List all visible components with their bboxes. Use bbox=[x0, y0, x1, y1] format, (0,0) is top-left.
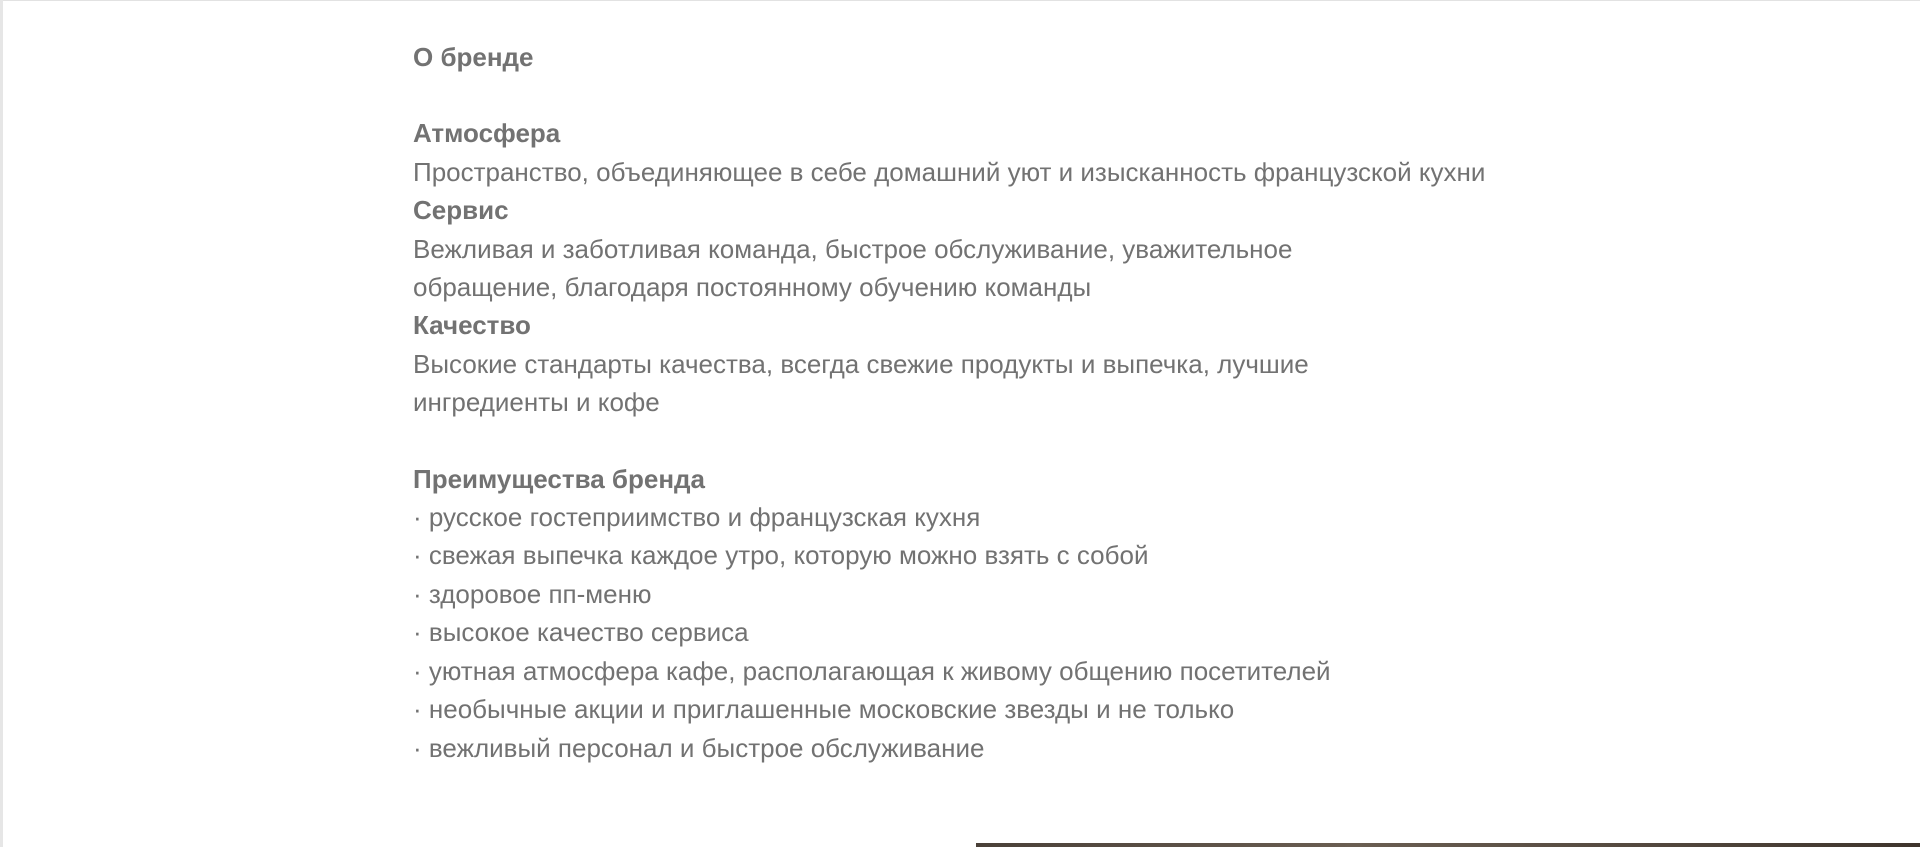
list-item: · русское гостеприимство и французская кухня bbox=[413, 502, 981, 533]
list-item: · свежая выпечка каждое утро, которую можно взять с собой bbox=[413, 540, 1149, 571]
top-divider bbox=[0, 0, 1920, 1]
left-divider bbox=[0, 0, 3, 847]
brand-description bbox=[413, 38, 1503, 767]
section-text-service: Вежливая и заботливая команда, быстрое обслуживание, уважительное обращение, благодаря постоянному обучению команды bbox=[413, 233, 1293, 303]
section-heading-atmosphere: Атмосфера bbox=[413, 118, 561, 149]
advantages-title: Преимущества бренда bbox=[413, 463, 706, 494]
section-text-atmosphere: Пространство, объединяющее в себе домашний уют и изысканность французской кухни bbox=[413, 156, 1486, 187]
about-title: О бренде bbox=[413, 42, 534, 72]
spacer bbox=[413, 76, 1503, 114]
spacer bbox=[413, 422, 1503, 460]
section-heading-quality: Качество bbox=[413, 310, 531, 341]
advantages-list bbox=[413, 498, 1503, 767]
section-text-quality: Высокие стандарты качества, всегда свежие продукты и выпечка, лучшие ингредиенты и кофе bbox=[413, 348, 1309, 418]
image-edge bbox=[976, 843, 1920, 847]
list-item: · здоровое пп-меню bbox=[413, 578, 652, 609]
list-item: · необычные акции и приглашенные московские звезды и не только bbox=[413, 694, 1235, 725]
list-item: · вежливый персонал и быстрое обслуживание bbox=[413, 732, 985, 763]
list-item: · высокое качество сервиса bbox=[413, 617, 749, 648]
section-heading-service: Сервис bbox=[413, 195, 509, 226]
list-item: · уютная атмосфера кафе, располагающая к живому общению посетителей bbox=[413, 655, 1331, 686]
